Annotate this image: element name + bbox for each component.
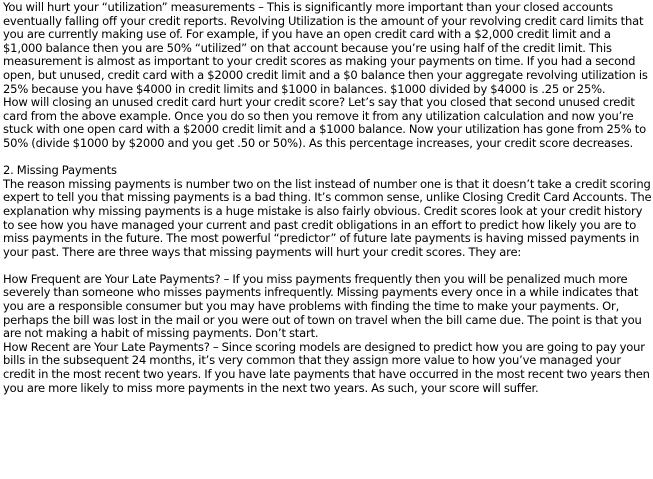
paragraph-late-payment-frequency: How Frequent are Your Late Payments? – If you miss payments frequently then you will be penalized much more severely than someone who misses payments infrequently. Missing payments every once in a while indicates that you are a responsible consumer but you may have problems with finding the time to make your payments. Or, perhaps the bill was lost in the mail or you were out of town on travel when the bill came due. The point is that you are not making a habit of missing payments. Don’t start.	[3, 271, 642, 341]
paragraph-utilization: You will hurt your “utilization” measurements – This is significantly more important than your closed accounts eventually falling off your credit reports. Revolving Utilization is the amount of your revolving credit card limits that you are currently making use of. For example, if you have an open credit card with a $2,000 credit limit and a $1,000 balance then you are 50% “utilized” on that account because you’re using half of the credit limit. This measurement is almost as important to your credit scores as making your payments on time. If you had a second open, but unused, credit card with a $2000 credit limit and a $0 balance then your aggregate revolving utilization is 25% because you have $4000 in credit limits and $1000 in balances. $1000 divided by $4000 is .25 or 25%.	[3, 0, 648, 96]
section-heading-missing-payments: 2. Missing Payments	[3, 163, 117, 178]
paragraph-spacer	[3, 259, 653, 273]
paragraph-late-payment-recency: How Recent are Your Late Payments? – Since scoring models are designed to predict how you are going to pay your bills in the subsequent 24 months, it’s very common that they assign more value to how you’ve managed your credit in the most recent two years. If you have late payments that have occurred in the most recent two years then you are more likely to miss more payments in the next two years. As such, your score will suffer.	[3, 339, 650, 395]
paragraph-spacer	[3, 151, 653, 165]
paragraph-missing-payments: The reason missing payments is number two on the list instead of number one is that it doesn’t take a credit scoring expert to tell you that missing payments is a bad thing. It’s common sense, unlike Closing Credit Card Accounts. The explanation why missing payments is a huge mistake is also fairly obvious. Credit scores look at your credit history to see how you have managed your current and past credit obligations in an effort to predict how likely you are to miss payments in the future. The most powerful “predictor” of future late payments is having missed payments in your past. There are three ways that missing payments will hurt your credit scores. They are:	[3, 176, 652, 259]
paragraph-closing-unused-card: How will closing an unused credit card hurt your credit score? Let’s say that you closed that second unused credit card from the above example. Once you do so then you remove it from any utilization calculation and now you’re stuck with one open card with a $2000 credit limit and a $1000 balance. Now your utilization has gone from 25% to 50% (divide $1000 by $2000 and you get .50 or 50%). As this percentage increases, your credit score decreases.	[3, 95, 646, 150]
